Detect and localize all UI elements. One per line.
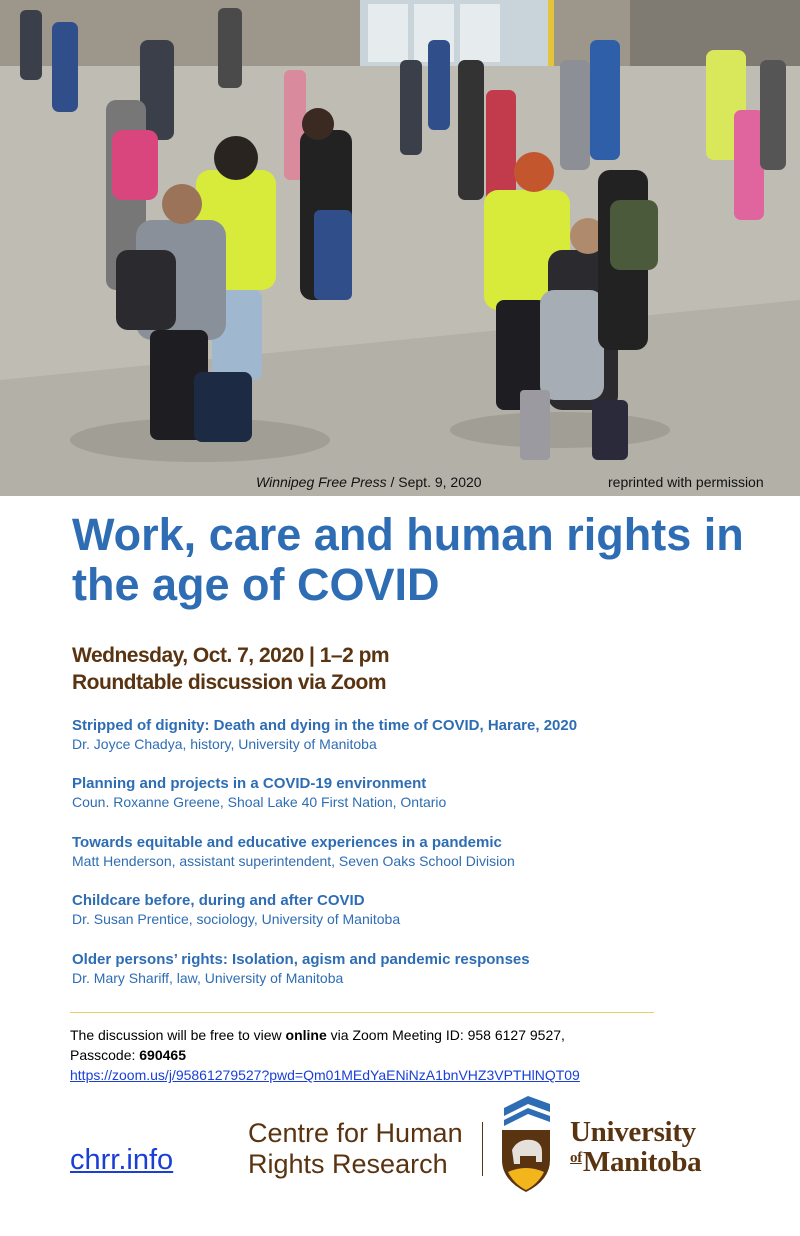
centre-logo-text: Centre for Human Rights Research [248, 1118, 463, 1179]
talk-title: Stripped of dignity: Death and dying in the time of COVID, Harare, 2020 [72, 717, 578, 734]
talk-title: Towards equitable and educative experiences in a pandemic [72, 834, 502, 851]
talk-item [72, 950, 732, 988]
talk-speaker: Dr. Susan Prentice, sociology, University of Manitoba [72, 911, 401, 927]
university-crest-icon [498, 1094, 554, 1194]
chrr-site-link[interactable]: chrr.info [70, 1144, 174, 1176]
access-line-2: Passcode: 690465 [70, 1047, 186, 1063]
access-info [70, 1025, 770, 1085]
talk-title: Planning and projects in a COVID-19 environment [72, 775, 427, 792]
event-format: Roundtable discussion via Zoom [72, 671, 387, 694]
talk-item [72, 833, 732, 871]
passcode: 690465 [139, 1047, 186, 1063]
talk-speaker: Dr. Joyce Chadya, history, University of Manitoba [72, 736, 377, 752]
talk-item [72, 716, 732, 754]
access-line-1: The discussion will be free to view online via Zoom Meeting ID: 958 6127 9527, [70, 1027, 565, 1043]
section-divider [70, 1012, 654, 1013]
talk-speaker: Coun. Roxanne Greene, Shoal Lake 40 First Nation, Ontario [72, 794, 447, 810]
event-date-time: Wednesday, Oct. 7, 2020 | 1–2 pm [72, 644, 390, 667]
talk-item [72, 774, 732, 812]
talk-speaker: Dr. Mary Shariff, law, University of Manitoba [72, 970, 344, 986]
photo-caption-permission: reprinted with permission [608, 474, 764, 490]
photo-caption-source: Winnipeg Free Press / Sept. 9, 2020 [256, 474, 482, 490]
university-name-line1: University [570, 1116, 696, 1148]
talk-title: Older persons’ rights: Isolation, agism and pandemic responses [72, 951, 530, 968]
talk-item [72, 891, 732, 929]
zoom-link[interactable]: https://zoom.us/j/95861279527?pwd=Qm01MEdYaENiNzA1bnVHZ3VPTHlNQT09 [70, 1067, 580, 1083]
talk-title: Childcare before, during and after COVID [72, 892, 365, 909]
hero-photo [0, 0, 800, 496]
school-yard-illustration [0, 0, 800, 496]
event-title: Work, care and human rights in the age of COVID [72, 509, 744, 610]
talk-speaker: Matt Henderson, assistant superintendent, Seven Oaks School Division [72, 853, 515, 869]
university-name-line2: $^{of}$Manitoba [570, 1146, 702, 1178]
logo-separator [482, 1122, 483, 1176]
